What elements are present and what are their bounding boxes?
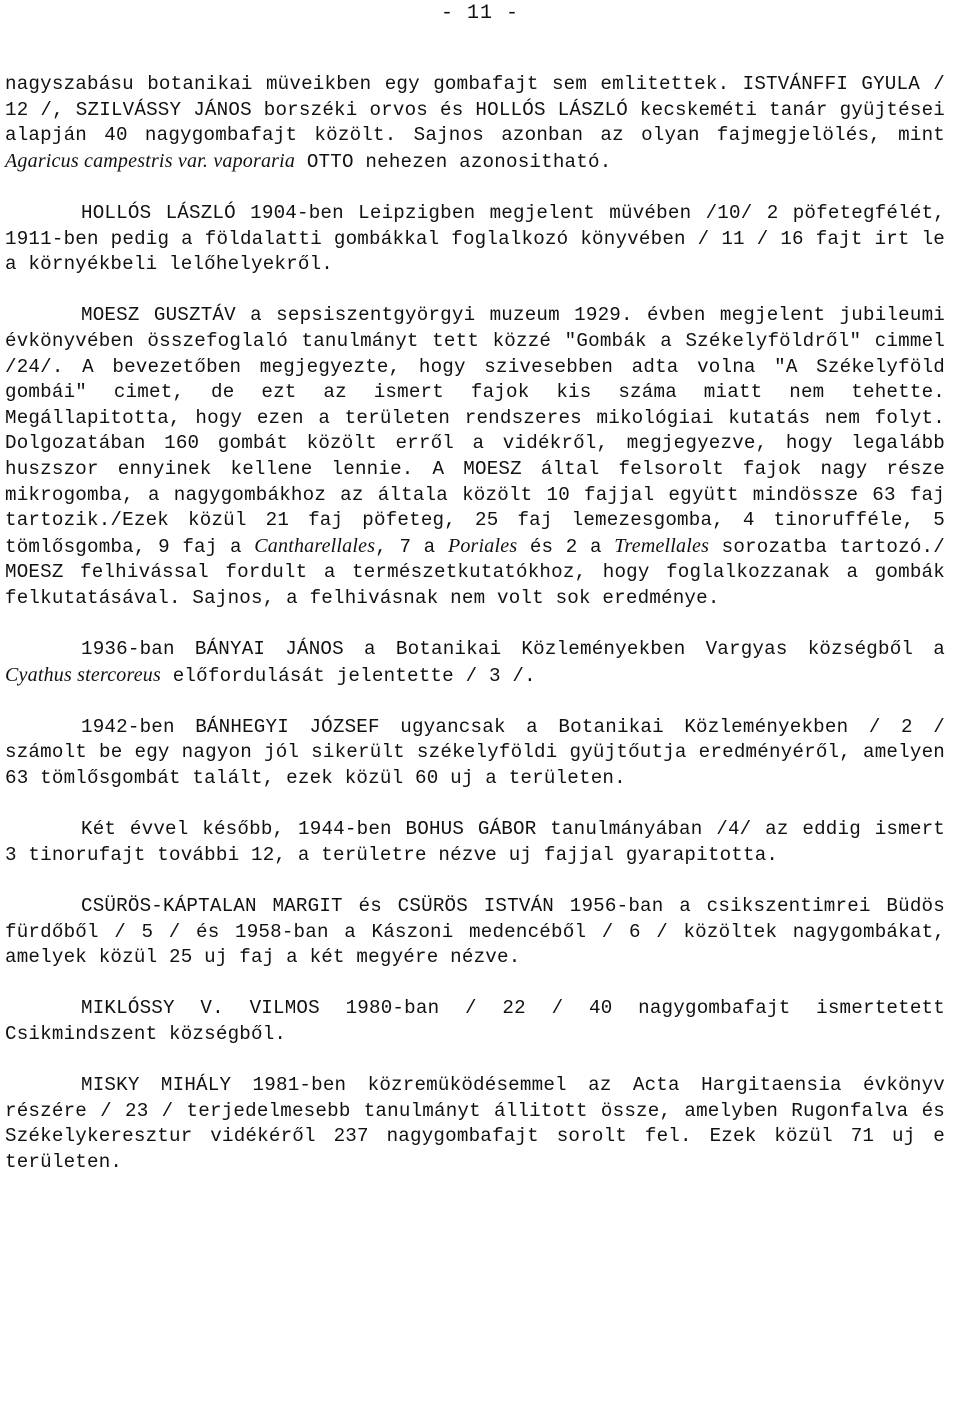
text-run: , 7 a (375, 535, 448, 558)
italic-taxon: Cantharellales (254, 534, 376, 557)
paragraph-continuation (5, 72, 945, 175)
text-run: MISKY MIHÁLY 1981-ben közremüködésemmel az Acta Hargitaensia évkönyv részére / 23 / terjedelmesebb tanulmányt állitott össze, amelyben Rugonfalva és Székelykeresztur vidékéről 237 nagygombafajt sorolt fel. Ezek közül 71 uj e területen. (5, 1074, 945, 1173)
paragraph-hollos (5, 201, 945, 278)
text-run: OTTO nehezen azonositható. (295, 150, 612, 173)
text-run: 1936-ban BÁNYAI JÁNOS a Botanikai Közleményekben Vargyas községből a (81, 638, 945, 661)
text-run: sorozatba tartozó./ MOESZ felhivással fordult a természetkutatókhoz, hogy foglalkozzanak a gombák felkutatásával. Sajnos, a felhivásnak nem volt sok eredménye. (5, 535, 945, 609)
page-number: - 11 - (440, 2, 519, 25)
paragraph-miklossy (5, 996, 945, 1047)
paragraph-misky (5, 1073, 945, 1175)
paragraph-moesz (5, 303, 945, 611)
paragraph-banyai (5, 637, 945, 689)
text-run: 1942-ben BÁNHEGYI JÓZSEF ugyancsak a Botanikai Közleményekben / 2 / számolt be egy nagyon jól sikerült székelyföldi gyüjtőutja eredményéről, amelyen 63 tömlősgombát talált, ezek közül 60 uj a területen. (5, 715, 945, 790)
paragraph-csuros (5, 894, 945, 971)
text-run: nagyszabásu botanikai müveikben egy gombafajt sem emlitettek. ISTVÁNFFI GYULA / 12 /, SZILVÁSSY JÁNOS borszéki orvos és HOLLÓS LÁSZLÓ kecskeméti tanár gyüjtései alapján 40 nagygombafajt közölt. Sajnos azonban az olyan fajmegjelölés, mint (5, 73, 945, 147)
text-run: CSÜRÖS-KÁPTALAN MARGIT és CSÜRÖS ISTVÁN 1956-ban a csikszentimrei Büdös fürdőből / 5 / és 1958-ban a Kászoni medencéből / 6 / közöltek nagygombákat, amelyek közül 25 uj faj a két megyére nézve. (5, 895, 945, 969)
text-run: Két évvel később, 1944-ben BOHUS GÁBOR tanulmányában /4/ az eddig ismert 3 tinorufajt további 12, a területre nézve uj fajjal gyarapitotta. (5, 818, 945, 866)
italic-taxon: Agaricus campestris var. vaporaria (5, 149, 296, 172)
text-run: HOLLÓS LÁSZLÓ 1904-ben Leipzigben megjelent müvében /10/ 2 pöfetegfélét, 1911-ben pedig a földalatti gombákkal foglalkozó könyvében / 11 / 16 fajt irt le a környékbeli lelőhelyekről. (5, 201, 945, 276)
italic-taxon: Poriales (447, 534, 518, 557)
italic-taxon: Cyathus stercoreus (5, 663, 161, 686)
text-run: MIKLÓSSY V. VILMOS 1980-ban / 22 / 40 nagygombafajt ismertetett Csikmindszent községből. (5, 997, 945, 1045)
text-run: előfordulását jelentette / 3 /. (161, 664, 536, 687)
text-run: és 2 a (517, 535, 615, 558)
body-text (5, 72, 945, 1176)
text-run: MOESZ GUSZTÁV a sepsiszentgyörgyi muzeum 1929. évben megjelent jubileumi évkönyvében összefoglaló tanulmányt tett közzé "Gombák a Székelyföldről" cimmel /24/. A bevezetőben megjegyezte, hogy szivesebben adta volna "A Székelyföld gombái" cimet, de ezt az ismert fajok kis száma miatt nem tehette. Megállapitotta, hogy ezen a területen rendszeres mikológiai kutatás nem folyt. Dolgozatában 160 gombát közölt erről a vidékről, megjegyezve, hogy legalább huszszor ennyinek kellene lennie. A MOESZ által felsorolt fajok nagy része mikrogomba, a nagygombákhoz az általa közölt 10 fajjal együtt mindössze 63 faj tartozik./Ezek közül 21 faj pöfeteg, 25 faj lemezesgomba, 4 tinorufféle, 5 tömlősgomba, 9 faj a (5, 304, 945, 558)
paragraph-bohus (5, 817, 945, 868)
paragraph-banhegyi (5, 715, 945, 792)
italic-taxon: Tremellales (614, 534, 710, 557)
